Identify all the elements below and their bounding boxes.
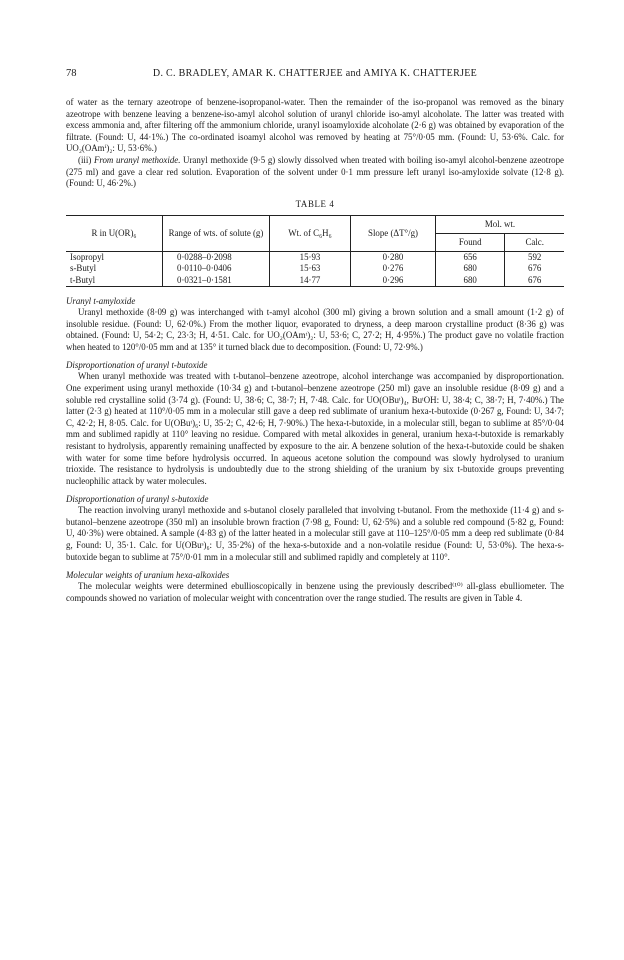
col-mol-wt: Mol. wt. (436, 215, 565, 233)
cell-calc: 592 (505, 251, 564, 263)
table-caption: TABLE 4 (295, 198, 335, 209)
cell-found: 680 (436, 275, 505, 287)
col-calc: Calc. (505, 233, 564, 251)
cell-wt: 14·77 (270, 275, 351, 287)
cell-range: 0·0288–0·2098 (163, 251, 270, 263)
table-header-row (66, 215, 564, 233)
cell-r: Isopropyl (70, 251, 105, 262)
cell-calc: 676 (505, 275, 564, 287)
cell-slope: 0·280 (351, 251, 436, 263)
table-row (66, 251, 564, 263)
method-iii-title: From uranyl methoxide. (93, 154, 181, 165)
section-title-t-butoxide: Disproportionation of uranyl t-butoxide (66, 360, 208, 371)
section-body-t-amyloxide: Uranyl methoxide (8·09 g) was interchanged with t-amyl alcohol (300 ml) giving a brown solution and a small amount (1·2 g) of insoluble residue. (Found: U, 62·0%.) From the mother liquor, evaporated to dryness, a deep maroon crystalline product (8·36 g) was obtained. (Found: U, 54·2; C, 23·3; H, 4·51. Calc. for UO₂(OAmᵗ)₂: U, 53·6; C, 27·2; H, 4·95%.) The product gave no volatile fraction when heated to 120°/0·05 mm and at 135° it turned black due to decomposition. (Found: U, 72·9%.) (66, 306, 564, 352)
page (66, 68, 564, 604)
section-body-s-butoxide: The reaction involving uranyl methoxide and s-butanol closely paralleled that involving t-butanol. From the methoxide (11·4 g) and s-butanol–benzene azeotrope (350 ml) an insoluble brown fraction (7·98 g, Found: U, 62·5%) and a soluble red compound (5·82 g, Found: U, 40·3%) were obtained. A sample (4·83 g) of the latter heated in a molecular still gave at 110–125°/0·05 mm a deep red sublimate (0·84 g, Found: U, 35·1. Calc. for U(OBuˢ)₆: U, 35·2%) of the hexa-s-butoxide and a non-volatile residue (Found: U, 53·0%). The hexa-s-butoxide began to sublime at 75°/0·01 mm in a molecular still and sublimed rapidly and completely at 110°. (66, 505, 564, 562)
col-wt: Wt. of C₆H₆ (270, 215, 351, 251)
cell-calc: 676 (505, 263, 564, 274)
molecular-weight-table (66, 215, 564, 287)
table-row (66, 275, 564, 287)
cell-found: 680 (436, 263, 505, 274)
cell-slope: 0·296 (351, 275, 436, 287)
section-title-s-butoxide: Disproportionation of uranyl s-butoxide (66, 494, 209, 505)
col-range: Range of wts. of solute (g) (163, 215, 270, 251)
col-slope: Slope (ΔT°/g) (351, 215, 436, 251)
section-title-t-amyloxide: Uranyl t-amyloxide (66, 295, 136, 306)
cell-range: 0·0110–0·0406 (163, 263, 270, 274)
col-r: R in U(OR)₆ (91, 227, 137, 238)
method-iii-paragraph (66, 155, 564, 190)
page-number: 78 (66, 68, 77, 79)
cell-found: 656 (436, 251, 505, 263)
cell-r: s-Butyl (70, 263, 97, 274)
section-title-molecular-weights: Molecular weights of uranium hexa-alkoxides (66, 570, 230, 581)
col-found: Found (436, 233, 505, 251)
section-body-t-butoxide: When uranyl methoxide was treated with t-butanol–benzene azeotrope, alcohol interchange was accompanied by disproportionation. One experiment using uranyl methoxide (10·34 g) and t-butanol–benzene azeotrope (250 ml) gave an insoluble residue (8·09 g) and a soluble red crystalline solid (3·74 g). (Found: U, 38·6; C, 38·7; H, 7·48. Calc. for UO(OBuᵗ)₄, BuᵗOH: U, 38·4; C, 38·7; H, 7·40%.) The latter (2·3 g) heated at 110°/0·05 mm in a molecular still gave a deep red sublimate of uranium hexa-t-butoxide (0·267 g, Found: U, 34·7; C, 42·2; H, 8·05. Calc. for U(OBuᵗ)₆: U, 35·2; C, 42·6; H, 7·90%.) The hexa-t-butoxide, in a molecular still, began to sublime at 85°/0·04 mm and sublimed rapidly at 110° leaving no residue. Compared with metal alkoxides in general, uranium hexa-t-butoxide is remarkably resistant to hydrolysis, apparently remaining unaffected by exposure to the air. A benzene solution of the hexa-t-butoxide could be shaken with water for some time before hydrolysis occurred. In aqueous acetone solution the compound was slowly hydrolysed to uranium trioxide. The resistance to hydrolysis is undoubtedly due to the strong shielding of the uranium by six t-butoxide groups preventing nucleophilic attack by water molecules. (66, 371, 564, 486)
table-row (66, 263, 564, 274)
cell-range: 0·0321–0·1581 (163, 275, 270, 287)
running-title: D. C. BRADLEY, AMAR K. CHATTERJEE and AMIYA K. CHATTERJEE (152, 68, 478, 79)
intro-paragraph: of water as the ternary azeotrope of benzene-isopropanol-water. Then the remainder of the iso-propanol was removed as the binary azeotrope with benzene leaving a benzene-iso-amyl alcohol solution of uranyl chloride iso-amyl alcoholate. The latter was treated with excess ammonia and, after filtering off the ammonium chloride, uranyl isoamyloxide alcoholate (2·6 g) was obtained by evaporation of the filtrate. (Found: U, 44·1%.) The co-ordinated isoamyl alcohol was removed by heating at 75°/0·05 mm. (Found: U, 53·6%. Calc. for UO₂(OAmⁱ)₂: U, 53·6%.) (66, 97, 564, 154)
cell-wt: 15·63 (270, 263, 351, 274)
cell-r: t-Butyl (70, 274, 96, 285)
cell-wt: 15·93 (270, 251, 351, 263)
cell-slope: 0·276 (351, 263, 436, 274)
method-iii-number: (iii) (78, 154, 94, 165)
method-iii-text: Uranyl methoxide (9·5 g) slowly dissolved when treated with boiling iso-amyl alcohol-benzene azeotrope (275 ml) and gave a clear red solution. Evaporation of the solvent under 0·1 mm pressure left uranyl iso-amyloxide solvate (12·8 g). (Found: U, 46·2%.) (66, 154, 564, 189)
page-header (66, 68, 564, 79)
section-body-molecular-weights: The molecular weights were determined ebullioscopically in benzene using the previously described⁽¹⁰⁾ all-glass ebulliometer. The compounds showed no variation of molecular weight with concentration over the range studied. The results are given in Table 4. (66, 581, 564, 603)
